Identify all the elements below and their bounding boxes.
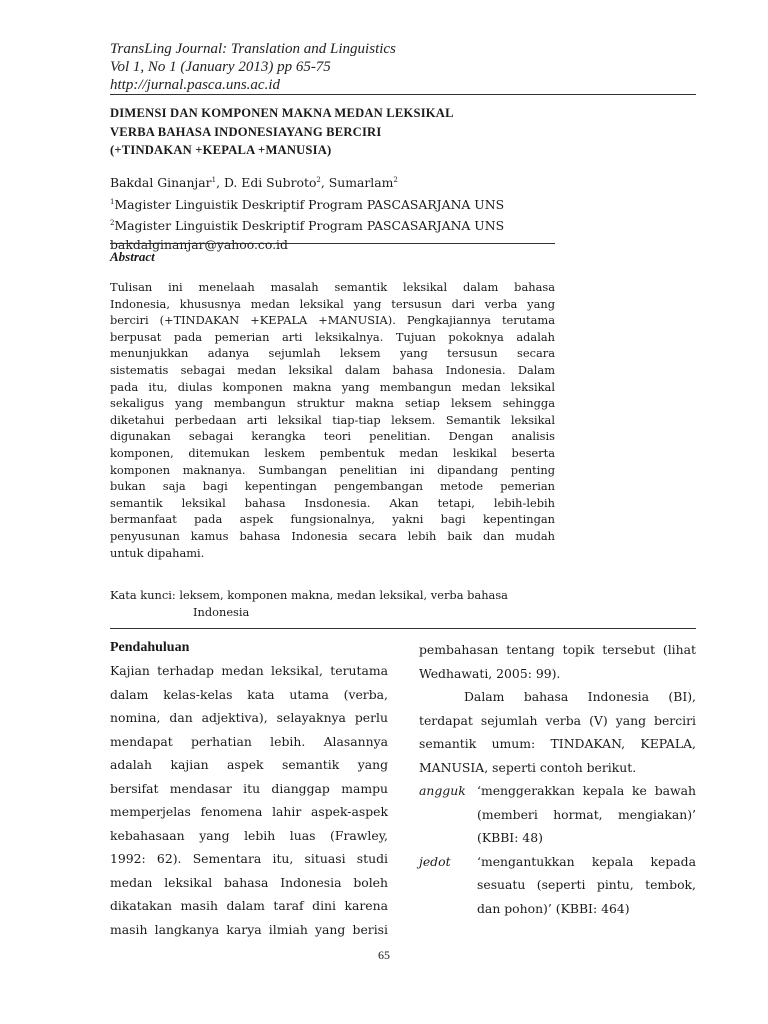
body-line: Dalam bahasa Indonesia (BI), bbox=[464, 689, 696, 704]
author-2-sup: 2 bbox=[316, 176, 321, 184]
journal-header bbox=[110, 40, 696, 94]
abstract-line: berciri (+TINDAKAN +KEPALA +MANUSIA). Pengkajiannya terutama bbox=[110, 313, 555, 328]
abstract-line: komponen maknanya. Sumbangan penelitian ini dipandang penting bbox=[110, 462, 555, 477]
affiliation-1 bbox=[110, 193, 560, 215]
body-line: memperjelas fenomena lahir aspek-aspek bbox=[110, 804, 388, 819]
definition-line: (memberi hormat, mengiakan)’ bbox=[477, 806, 696, 822]
journal-volume: Vol 1, No 1 (January 2013) pp 65-75 bbox=[110, 59, 331, 75]
definition-line: (KBBI: 48) bbox=[477, 830, 543, 845]
author-3: , Sumarlam bbox=[320, 175, 394, 191]
body-rule bbox=[110, 628, 696, 629]
definition-line: ‘menggerakkan kepala ke bawah bbox=[477, 783, 696, 798]
abstract-line: untuk dipahami. bbox=[110, 545, 205, 560]
body-line: kebahasaan yang lebih luas (Frawley, bbox=[110, 827, 388, 843]
header-rule bbox=[110, 94, 696, 95]
section-heading: Pendahuluan bbox=[110, 640, 190, 655]
keywords bbox=[110, 587, 555, 621]
definition-line: dan pohon)’ (KBBI: 464) bbox=[477, 900, 630, 916]
abstract-line: diketahui perbedaan arti leksikal tiap-tiap leksem. Semantik leksikal bbox=[110, 412, 555, 427]
abstract-line: sistematis sebagai medan leksikal dalam bahasa Indonesia. Dalam bbox=[110, 362, 555, 377]
body-line: masih langkanya karya ilmiah yang berisi bbox=[110, 921, 388, 937]
lexeme-definition bbox=[477, 779, 696, 850]
affiliation-2-sup: 2 bbox=[110, 219, 115, 228]
affiliation-1-text: Magister Linguistik Deskriptif Program PASCASARJANA UNS bbox=[114, 196, 505, 212]
body-line: medan leksikal bahasa Indonesia boleh bbox=[110, 874, 388, 890]
body-line: bersifat mendasar itu dianggap mampu bbox=[110, 780, 388, 796]
journal-name: TransLing Journal: Translation and Linguistics bbox=[110, 41, 396, 57]
affiliation-1-sup: 1 bbox=[110, 197, 115, 206]
author-3-sup: 2 bbox=[393, 176, 398, 184]
abstract-line: menunjukkan adanya sejumlah leksem yang tersusun secara bbox=[110, 346, 555, 361]
page-number: 65 bbox=[378, 948, 390, 962]
body-line: adalah kajian aspek semantik yang bbox=[110, 757, 388, 772]
abstract-line: semantik leksikal bahasa Insdonesia. Akan tetapi, lebih-lebih bbox=[110, 495, 555, 510]
abstract-rule bbox=[110, 243, 555, 244]
body-line: Wedhawati, 2005: 99). bbox=[419, 665, 561, 681]
author-block bbox=[110, 171, 560, 254]
body-line: semantik umum: TINDAKAN, KEPALA, bbox=[419, 736, 696, 751]
body-line: dikatakan masih dalam taraf dini karena bbox=[110, 898, 388, 913]
keywords-line-1: Kata kunci: leksem, komponen makna, medan leksikal, verba bahasa bbox=[110, 588, 508, 602]
abstract-line: sekaligus yang membangun struktur makna setiap leksem sehingga bbox=[110, 396, 555, 411]
abstract-line: bermanfaat pada aspek fungsionalnya, yakni bagi kepentingan bbox=[110, 512, 555, 527]
title-line-3: (+TINDAKAN +KEPALA +MANUSIA) bbox=[110, 143, 332, 157]
lexeme-term: jedot bbox=[419, 853, 451, 869]
body-line: nomina, dan adjektiva), selayaknya perlu bbox=[110, 710, 388, 725]
author-names bbox=[110, 171, 560, 193]
title-line-1: DIMENSI DAN KOMPONEN MAKNA MEDAN LEKSIKAL bbox=[110, 106, 454, 120]
definition-line: ‘mengantukkan kepala kepada bbox=[477, 853, 696, 869]
abstract-heading: Abstract bbox=[110, 249, 155, 264]
author-2: , D. Edi Subroto bbox=[216, 175, 317, 191]
affiliation-2 bbox=[110, 214, 560, 236]
body-line: terdapat sejumlah verba (V) yang berciri bbox=[419, 712, 696, 728]
body-line: MANUSIA, seperti contoh berikut. bbox=[419, 759, 637, 775]
abstract-text bbox=[110, 279, 555, 561]
abstract-line: digunakan sebagai kerangka teori penelitian. Dengan analisis bbox=[110, 429, 555, 444]
journal-url: http://jurnal.pasca.uns.ac.id bbox=[110, 77, 280, 93]
body-line: dalam kelas-kelas kata utama (verba, bbox=[110, 686, 388, 702]
body-line: pembahasan tentang topik tersebut (lihat bbox=[419, 642, 696, 657]
abstract-line: Tulisan ini menelaah masalah semantik leksikal dalam bahasa bbox=[110, 280, 555, 294]
lexeme-entry bbox=[419, 850, 696, 921]
lexeme-entry bbox=[419, 779, 696, 850]
abstract-line: berpusat pada pemerian arti leksikalnya. Tujuan pokoknya adalah bbox=[110, 329, 555, 344]
paper-title bbox=[110, 104, 560, 160]
definition-line: sesuatu (seperti pintu, tembok, bbox=[477, 877, 696, 892]
body-left-column bbox=[110, 637, 388, 941]
affiliation-2-text: Magister Linguistik Deskriptif Program PASCASARJANA UNS bbox=[114, 218, 505, 234]
lexeme-term: angguk bbox=[419, 783, 466, 798]
abstract-line: penyusunan kamus bahasa Indonesia secara lebih baik dan mudah bbox=[110, 528, 555, 543]
body-line: Kajian terhadap medan leksikal, terutama bbox=[110, 663, 388, 678]
body-line: mendapat perhatian lebih. Alasannya bbox=[110, 733, 388, 749]
author-1-sup: 1 bbox=[211, 176, 217, 184]
abstract-line: pada itu, diulas komponen makna yang membangun medan leksikal bbox=[110, 379, 555, 394]
body-line: 1992: 62). Sementara itu, situasi studi bbox=[110, 851, 388, 866]
author-1: Bakdal Ginanjar bbox=[110, 175, 212, 191]
lexeme-definition bbox=[477, 850, 696, 921]
abstract-line: Indonesia, khususnya medan leksikal yang tersusun dari verba yang bbox=[110, 296, 555, 311]
title-line-2: VERBA BAHASA INDONESIAYANG BERCIRI bbox=[110, 124, 382, 139]
abstract-line: bukan saja bagi kepentingan pengembangan metode pemerian bbox=[110, 479, 555, 494]
abstract-line: komponen, ditemukan leskem pembentuk medan leskikal beserta bbox=[110, 445, 555, 460]
keywords-line-2: Indonesia bbox=[193, 604, 250, 619]
author-email: bakdalginanjar@yahoo.co.id bbox=[110, 236, 288, 252]
body-right-column bbox=[419, 638, 696, 920]
